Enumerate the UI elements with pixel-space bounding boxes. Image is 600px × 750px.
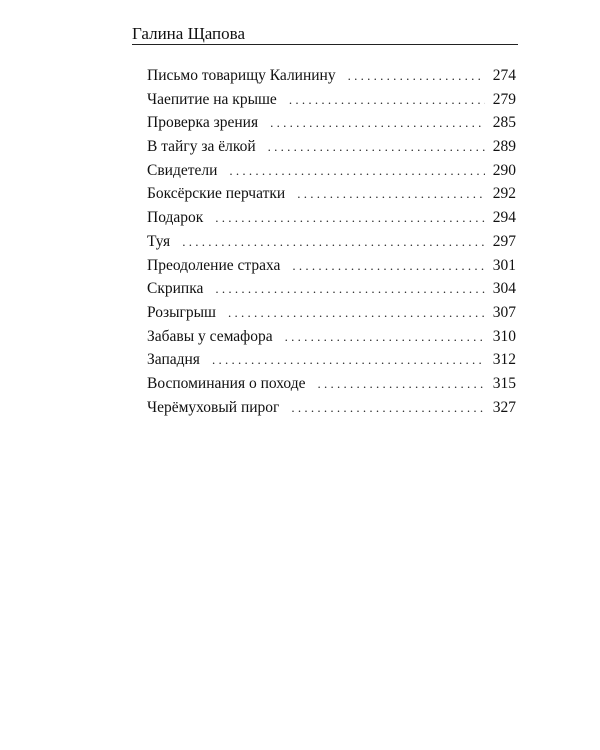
toc-entry: [147, 159, 516, 183]
toc-entry-page: 310: [492, 327, 516, 345]
toc-entry-title: Забавы у семафора: [147, 327, 273, 345]
toc-entry-title: Чаепитие на крыше: [147, 90, 277, 108]
toc-entry-page: 289: [492, 138, 516, 156]
toc-entry-title: Проверка зрения: [147, 114, 259, 132]
toc-entry-page: 294: [492, 209, 516, 227]
table-of-contents: [147, 64, 516, 419]
toc-entry-title: Скрипка: [147, 280, 204, 298]
toc-entry: [147, 372, 516, 396]
dot-leader: [289, 88, 485, 112]
toc-entry: [147, 254, 516, 278]
dot-leader: [318, 372, 486, 396]
toc-entry-title: Преодоление страха: [147, 256, 281, 274]
toc-entry-page: 274: [492, 67, 516, 84]
toc-entry-title: Подарок: [147, 209, 204, 227]
toc-entry: [147, 111, 516, 135]
toc-entry-page: 301: [492, 256, 516, 274]
toc-entry-title: Боксёрские перчатки: [147, 185, 286, 203]
toc-entry-page: 327: [492, 398, 516, 416]
toc-entry: [147, 206, 516, 230]
dot-leader: [285, 325, 485, 349]
toc-entry-title: Воспоминания о походе: [147, 374, 306, 392]
running-header: [132, 24, 518, 45]
dot-leader: [228, 301, 485, 325]
dot-leader: [215, 277, 485, 301]
toc-entry-title: Туя: [147, 232, 171, 250]
toc-entry-page: 315: [492, 374, 516, 392]
dot-leader: [292, 254, 485, 278]
toc-entry-title: Черёмуховый пирог: [147, 398, 280, 416]
dot-leader: [182, 230, 485, 254]
dot-leader: [297, 182, 485, 206]
toc-entry: [147, 64, 516, 88]
toc-entry-title: В тайгу за ёлкой: [147, 138, 256, 156]
dot-leader: [270, 111, 485, 135]
toc-entry: [147, 325, 516, 349]
toc-entry: [147, 230, 516, 254]
toc-entry-page: 297: [492, 232, 516, 250]
dot-leader: [268, 135, 485, 159]
dot-leader: [215, 206, 485, 230]
dot-leader: [212, 348, 485, 372]
dot-leader: [348, 64, 485, 88]
toc-entry-page: 312: [492, 351, 516, 369]
toc-entry-title: Западня: [147, 351, 200, 369]
dot-leader: [291, 396, 485, 420]
toc-entry: [147, 182, 516, 206]
toc-entry: [147, 135, 516, 159]
toc-entry-page: 304: [492, 280, 516, 298]
toc-entry: [147, 88, 516, 112]
toc-entry-title: Свидетели: [147, 161, 218, 179]
toc-entry-title: Письмо товарищу Калинину: [147, 67, 336, 84]
toc-entry-page: 292: [492, 185, 516, 203]
toc-entry: [147, 396, 516, 420]
toc-entry-page: 307: [492, 303, 516, 321]
toc-entry-title: Розыгрыш: [147, 303, 216, 321]
author-name: Галина Щапова: [132, 24, 245, 43]
toc-entry: [147, 348, 516, 372]
dot-leader: [229, 159, 485, 183]
toc-entry-page: 290: [492, 161, 516, 179]
toc-entry: [147, 277, 516, 301]
toc-entry-page: 285: [492, 114, 516, 132]
toc-entry: [147, 301, 516, 325]
toc-entry-page: 279: [492, 90, 516, 108]
